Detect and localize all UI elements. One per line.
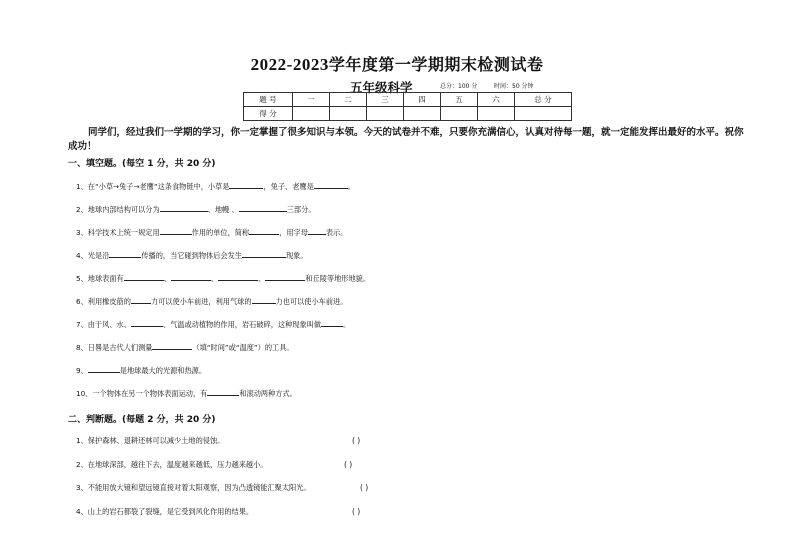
question: 4、山上的岩石都裂了裂缝，是它受到风化作用的结果。 [76, 507, 254, 516]
answer-blank[interactable] [229, 181, 263, 189]
question-text: 、 [258, 274, 266, 283]
score-table-header-cell: 题 号 [244, 93, 293, 107]
score-cell[interactable] [441, 107, 478, 121]
score-cell[interactable] [330, 107, 367, 121]
question: 1、保护森林、退耕还林可以减少土地的侵蚀。 [76, 436, 225, 445]
answer-blank[interactable] [160, 227, 192, 235]
score-cell[interactable] [478, 107, 515, 121]
question-text: 3、科学技术上统一规定用 [76, 228, 160, 237]
section-true-false-title: 二、判断题。(每题 2 分，共 20 分) [68, 415, 216, 425]
score-cell[interactable] [515, 107, 572, 121]
answer-parentheses[interactable]: ( ) [352, 507, 361, 516]
answer-blank[interactable] [265, 273, 305, 281]
question-text: 8、日晷是古代人们测量 [76, 343, 153, 352]
score-cell[interactable] [367, 107, 404, 121]
question [76, 342, 294, 353]
answer-blank[interactable] [171, 273, 211, 281]
exam-title [0, 52, 794, 75]
answer-blank[interactable] [308, 227, 326, 235]
question-text: 、气温或动植物的作用，岩石破碎，这种现象叫做 [162, 320, 322, 329]
question-text: 。 [347, 182, 355, 191]
question [76, 273, 370, 284]
question [76, 365, 206, 376]
score-table-header-cell: 总 分 [515, 93, 572, 107]
question-text: 和滚动两种方式。 [239, 389, 297, 398]
exam-title-text: 学年度第一学期期末检测试卷 [328, 55, 544, 74]
answer-blank[interactable] [160, 204, 208, 212]
answer-blank[interactable] [207, 388, 239, 396]
intro-paragraph: 同学们，经过我们一学期的学习，你一定掌握了很多知识与本领。今天的试卷并不难，只要你充满信心，认真对待每一题，就一定能发挥出最好的水平。祝你成功！ [68, 127, 744, 152]
question-text: 10、一个物体在另一个物体表面运动，有 [76, 389, 208, 398]
score-table [243, 92, 572, 121]
question-text: （填“时间”或“温度”）的工具。 [192, 343, 294, 352]
total-score-note: 总分：100 分 [440, 83, 478, 90]
question-text: 1、在“小草→兔子→老鹰”这条食物链中，小草是 [76, 182, 230, 191]
score-row-label: 得 分 [244, 107, 293, 121]
answer-blank[interactable] [88, 365, 120, 373]
subject-subtitle: 五年级科学 [350, 80, 413, 95]
score-table-score-row [244, 107, 572, 121]
question: 3、不能用放大镜和望远镜直接对着太阳观察，因为凸透镜能汇聚太阳光。 [76, 483, 311, 492]
question-text: 作用的单位，简称 [191, 228, 250, 237]
question-text: 、 [210, 274, 219, 283]
answer-blank[interactable] [321, 319, 343, 327]
question-text: 和丘陵等地形地貌。 [305, 274, 371, 283]
question-text: 力可以使小车前进，利用气球的 [150, 297, 252, 306]
question [76, 204, 315, 215]
question-text: ，用字母 [279, 228, 308, 237]
score-table-header-row [244, 93, 572, 107]
question-text: 表示。 [325, 228, 348, 237]
answer-blank[interactable] [109, 250, 141, 258]
section-fill-blank-title: 一、填空题。(每空 1 分，共 20 分) [68, 159, 216, 169]
answer-blank[interactable] [131, 296, 151, 304]
answer-blank[interactable] [249, 227, 279, 235]
answer-blank[interactable] [252, 296, 276, 304]
answer-blank[interactable] [218, 273, 258, 281]
answer-parentheses[interactable]: ( ) [344, 460, 353, 469]
answer-blank[interactable] [152, 342, 192, 350]
question: 2、在地球深部，越往下去，温度越来越低，压力越来越小。 [76, 460, 268, 469]
question [76, 388, 297, 399]
score-table-header-cell: 二 [330, 93, 367, 107]
score-table-header-cell: 三 [367, 93, 404, 107]
question [76, 227, 348, 238]
question-text: 力也可以使小车前进。 [275, 297, 348, 306]
answer-blank[interactable] [314, 181, 348, 189]
question-text: 传播的，当它碰到物体后会发生 [141, 251, 242, 260]
question [76, 319, 350, 330]
school-year: 2022-2023 [250, 55, 329, 74]
score-table-header-cell: 六 [478, 93, 515, 107]
question-text: 6、利用橡皮筋的 [76, 297, 131, 306]
score-table-header-cell: 一 [293, 93, 330, 107]
question-text: 2、地球内部结构可以分为 [76, 205, 160, 214]
question-text: 是地球最大的光源和热源。 [119, 366, 207, 375]
question [76, 181, 355, 192]
question-text: 、 [163, 274, 171, 283]
score-table-header-cell: 四 [404, 93, 441, 107]
answer-parentheses[interactable]: ( ) [352, 436, 361, 445]
answer-blank[interactable] [239, 204, 287, 212]
question-text: 现象。 [285, 251, 308, 260]
score-table-header-cell: 五 [441, 93, 478, 107]
question-text: ，兔子、老鹰是 [263, 182, 314, 191]
question-text: 三部分。 [286, 205, 316, 214]
score-cell[interactable] [293, 107, 330, 121]
question [76, 296, 347, 307]
score-cell[interactable] [404, 107, 441, 121]
question-text: 5、地球表面有 [76, 274, 124, 283]
question-text: 、地幔 、 [207, 205, 239, 214]
time-note: 时间：50 分钟 [494, 83, 534, 90]
question-text: 4、光是沿 [76, 251, 110, 260]
question-text: 7、由于风、水、 [76, 320, 131, 329]
answer-blank[interactable] [131, 319, 163, 327]
answer-parentheses[interactable]: ( ) [360, 483, 369, 492]
question [76, 250, 308, 261]
answer-blank[interactable] [242, 250, 286, 258]
question-text: 9、 [76, 366, 88, 375]
question-text: 。 [343, 320, 351, 329]
answer-blank[interactable] [124, 273, 164, 281]
